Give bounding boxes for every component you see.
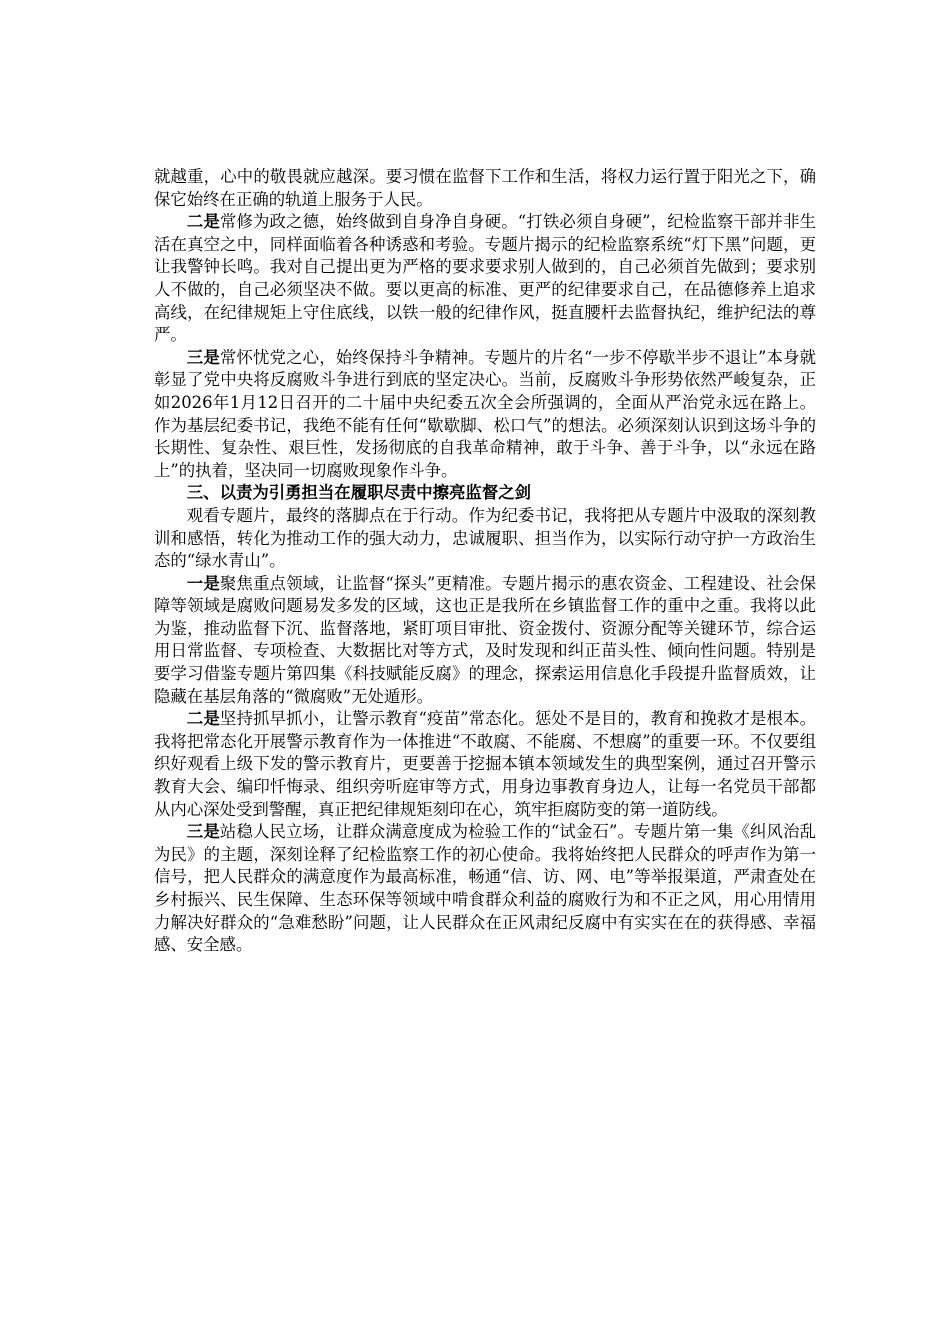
section-heading: 三、以责为引勇担当在履职尽责中擦亮监督之剑 xyxy=(186,483,531,503)
paragraph-body: 站稳人民立场，让群众满意度成为检验工作的“试金石”。专题片第一集《纠风治乱为民》的主题，深刻诠释了纪检监察工作的初心使命。我将始终把人民群众的呼声作为第一信号，把人民群众的满意度作为最高标准，畅通“信、访、网、电”等举报渠道，严肃查处在乡村振兴、民生保障、生态环保等领域中啃食群众利益的腐败行为和不正之风，用心用情用力解决好群众的“急难愁盼”问题，让人民群众在正风肃纪反腐中有实实在在的获得感、幸福感、安全感。 xyxy=(154,822,817,955)
paragraph-lead-label: 一是 xyxy=(186,573,220,593)
paragraph-point-one-focus xyxy=(154,573,816,709)
paragraph-body: 聚焦重点领域，让监督“探头”更精准。专题片揭示的惠农资金、工程建设、社会保障等领域是腐败问题易发多发的区域，这也正是我所在乡镇监督工作的重中之重。我将以此为鉴，推动监督下沉、监督落地，紧盯项目审批、资金拨付、资源分配等关键环节，综合运用日常监督、专项检查、大数据比对等方式，及时发现和纠正苗头性、倾向性问题。特别是要学习借鉴专题片第四集《科技赋能反腐》的理念，探索运用信息化手段提升监督质效，让隐藏在基层角落的“微腐败”无处遁形。 xyxy=(154,573,817,706)
document-page xyxy=(154,166,816,957)
paragraph-point-two-warning xyxy=(154,708,816,821)
paragraph-section-intro: 观看专题片，最终的落脚点在于行动。作为纪委书记，我将把从专题片中汲取的深刻教训和感悟，转化为推动工作的强大动力，忠诚履职、担当作为，以实际行动守护一方政治生态的“绿水青山”。 xyxy=(154,505,816,571)
paragraph-point-three-people xyxy=(154,821,816,957)
paragraph-lead-label: 三是 xyxy=(186,822,220,842)
paragraph-point-two-integrity xyxy=(154,211,816,347)
paragraph-lead-label: 二是 xyxy=(186,212,220,232)
paragraph-body: 常怀忧党之心，始终保持斗争精神。专题片的片名“一步不停歇半步不退让”本身就彰显了党中央将反腐败斗争进行到底的坚定决心。当前，反腐败斗争形势依然严峻复杂，正如2026年1月12日召开的二十届中央纪委五次全会所强调的，全面从严治党永远在路上。作为基层纪委书记，我绝不能有任何“歇歇脚、松口气”的想法。必须深刻认识到这场斗争的长期性、复杂性、艰巨性，发扬彻底的自我革命精神，敢于斗争、善于斗争，以“永远在路上”的执着，坚决同一切腐败现象作斗争。 xyxy=(154,347,817,480)
paragraph-lead-label: 三是 xyxy=(186,347,220,367)
paragraph-point-three-struggle xyxy=(154,347,816,483)
paragraph-body: 坚持抓早抓小，让警示教育“疫苗”常态化。惩处不是目的，教育和挽救才是根本。我将把常态化开展警示教育作为一体推进“不敢腐、不能腐、不想腐”的重要一环。不仅要组织好观看上级下发的警示教育片，更要善于挖掘本镇本领域发生的典型案例，通过召开警示教育大会、编印忏悔录、组织旁听庭审等方式，用身边事教育身边人，让每一名党员干部都从内心深处受到警醒，真正把纪律规矩刻印在心，筑牢拒腐防变的第一道防线。 xyxy=(154,709,817,819)
paragraph-body: 常修为政之德，始终做到自身净自身硬。“打铁必须自身硬”，纪检监察干部并非生活在真空之中，同样面临着各种诱惑和考验。专题片揭示的纪检监察系统“灯下黑”问题，更让我警钟长鸣。我对自己提出更为严格的要求要求别人做到的，自己必须首先做到；要求别人不做的，自己必须坚决不做。要以更高的标准、更严的纪律要求自己，在品德修养上追求高线，在纪律规矩上守住底线，以铁一般的纪律作风，挺直腰杆去监督执纪，维护纪法的尊严。 xyxy=(154,212,817,345)
paragraph-continued: 就越重，心中的敬畏就应越深。要习惯在监督下工作和生活，将权力运行置于阳光之下，确保它始终在正确的轨道上服务于人民。 xyxy=(154,167,816,209)
paragraph-lead-label: 二是 xyxy=(186,709,220,729)
